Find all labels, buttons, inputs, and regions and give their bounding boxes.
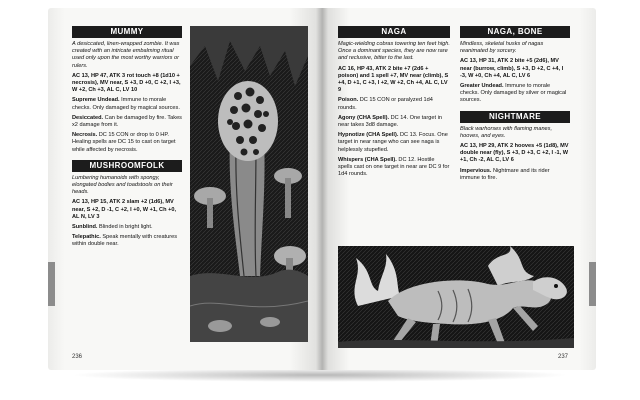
right-text-column-1 (338, 26, 450, 181)
page-number: 237 (558, 354, 569, 360)
left-page (48, 8, 322, 370)
naga-bone-description: Mindless, skeletal husks of nagas reanimated by sorcery. (460, 41, 544, 55)
naga-trait: Agony (CHA Spell). DC 14. One target in near takes 3d8 damage. (338, 114, 442, 129)
mummy-description: A desiccated, linen-wrapped zombie. It was created with an intricate embalming ritual used only upon the most worthy warriors or rulers. (72, 41, 180, 69)
nightmare-illustration (338, 246, 574, 348)
mummy-trait: Necrosis. DC 15 CON or drop to 0 HP. Healing spells are DC 15 to cast on target while affected by necrosis. (72, 132, 176, 153)
mushroomfolk-illustration (190, 26, 308, 342)
naga-heading: NAGA (338, 26, 450, 38)
page-number: 236 (72, 354, 83, 360)
mushroomfolk-stats: AC 13, HP 15, ATK 2 slam +2 (1d6), MV near, S +2, D -1, C +2, I +0, W +1, Ch +0, AL N, LV 3 (72, 199, 176, 220)
naga-stats: AC 16, HP 43, ATK 2 bite +7 (2d6 + poison) and 1 spell +7, MV near (climb), S +4, D +1, C +3, I +2, W +2, Ch +4, AL C, LV 9 (338, 65, 449, 94)
nightmare-heading: NIGHTMARE (460, 111, 570, 123)
open-book (48, 8, 596, 370)
page-edge-tab (48, 262, 55, 306)
page-edge-tab (589, 262, 596, 306)
mushroomfolk-trait: Telepathic. Speak mentally with creatures within double near. (72, 234, 177, 248)
mummy-trait: Desiccated. Can be damaged by fire. Takes x2 damage from it. (72, 114, 182, 129)
naga-description: Magic-wielding cobras towering ten feet high. Once a dominant species, they are now rare and reclusive, bitter to the last. (338, 41, 450, 62)
naga-bone-heading: NAGA, BONE (460, 26, 570, 38)
mushroomfolk-trait: Sunblind. Blinded in bright light. (72, 224, 153, 231)
nightmare-description: Black warhorses with flaming manes, hooves, and eyes. (460, 125, 553, 139)
right-text-column-2 (460, 26, 570, 185)
nightmare-trait: Impervious. Nightmare and its rider immune to fire. (460, 167, 550, 181)
naga-trait: Whispers (CHA Spell). DC 12. Hostile spells cast on one target in near are DC 9 for 1d4 rounds. (338, 156, 450, 178)
mushroomfolk-heading: MUSHROOMFOLK (72, 160, 182, 172)
naga-bone-trait: Greater Undead. Immune to morale checks. Only damaged by silver or magical sources. (460, 83, 567, 104)
book-shadow (70, 368, 570, 382)
book-gutter (316, 8, 328, 370)
naga-trait: Poison. DC 15 CON or paralyzed 1d4 rounds. (338, 97, 433, 111)
nightmare-horse-image (338, 246, 574, 348)
left-text-column (72, 26, 182, 252)
nightmare-stats: AC 13, HP 29, ATK 2 hooves +5 (1d8), MV double near (fly), S +3, D +3, C +2, I -1, W +1, Ch -2, AL C, LV 6 (460, 143, 569, 164)
naga-bone-stats: AC 13, HP 31, ATK 2 bite +5 (2d6), MV near (burrow, climb), S +3, D +2, C +4, I -3, W +0, Ch +4, AL C, LV 6 (460, 58, 564, 79)
mushroomfolk-description: Lumbering humanoids with spongy, elongated bodies and toadstools on their heads. (72, 174, 173, 196)
mummy-trait: Supreme Undead. Immune to morale checks. Only damaged by magical sources. (72, 97, 180, 111)
mushroom-forest-image (190, 26, 308, 342)
naga-trait: Hypnotize (CHA Spell). DC 13. Focus. One target in near range who can see naga is helplessly stupefied. (338, 132, 448, 153)
right-page (322, 8, 596, 370)
mummy-stats: AC 13, HP 47, ATK 3 rot touch +8 (1d10 + necrosis), MV near, S +3, D +0, C +2, I +3, W +2, Ch +3, AL C, LV 10 (72, 72, 181, 94)
mummy-heading: MUMMY (72, 26, 182, 38)
